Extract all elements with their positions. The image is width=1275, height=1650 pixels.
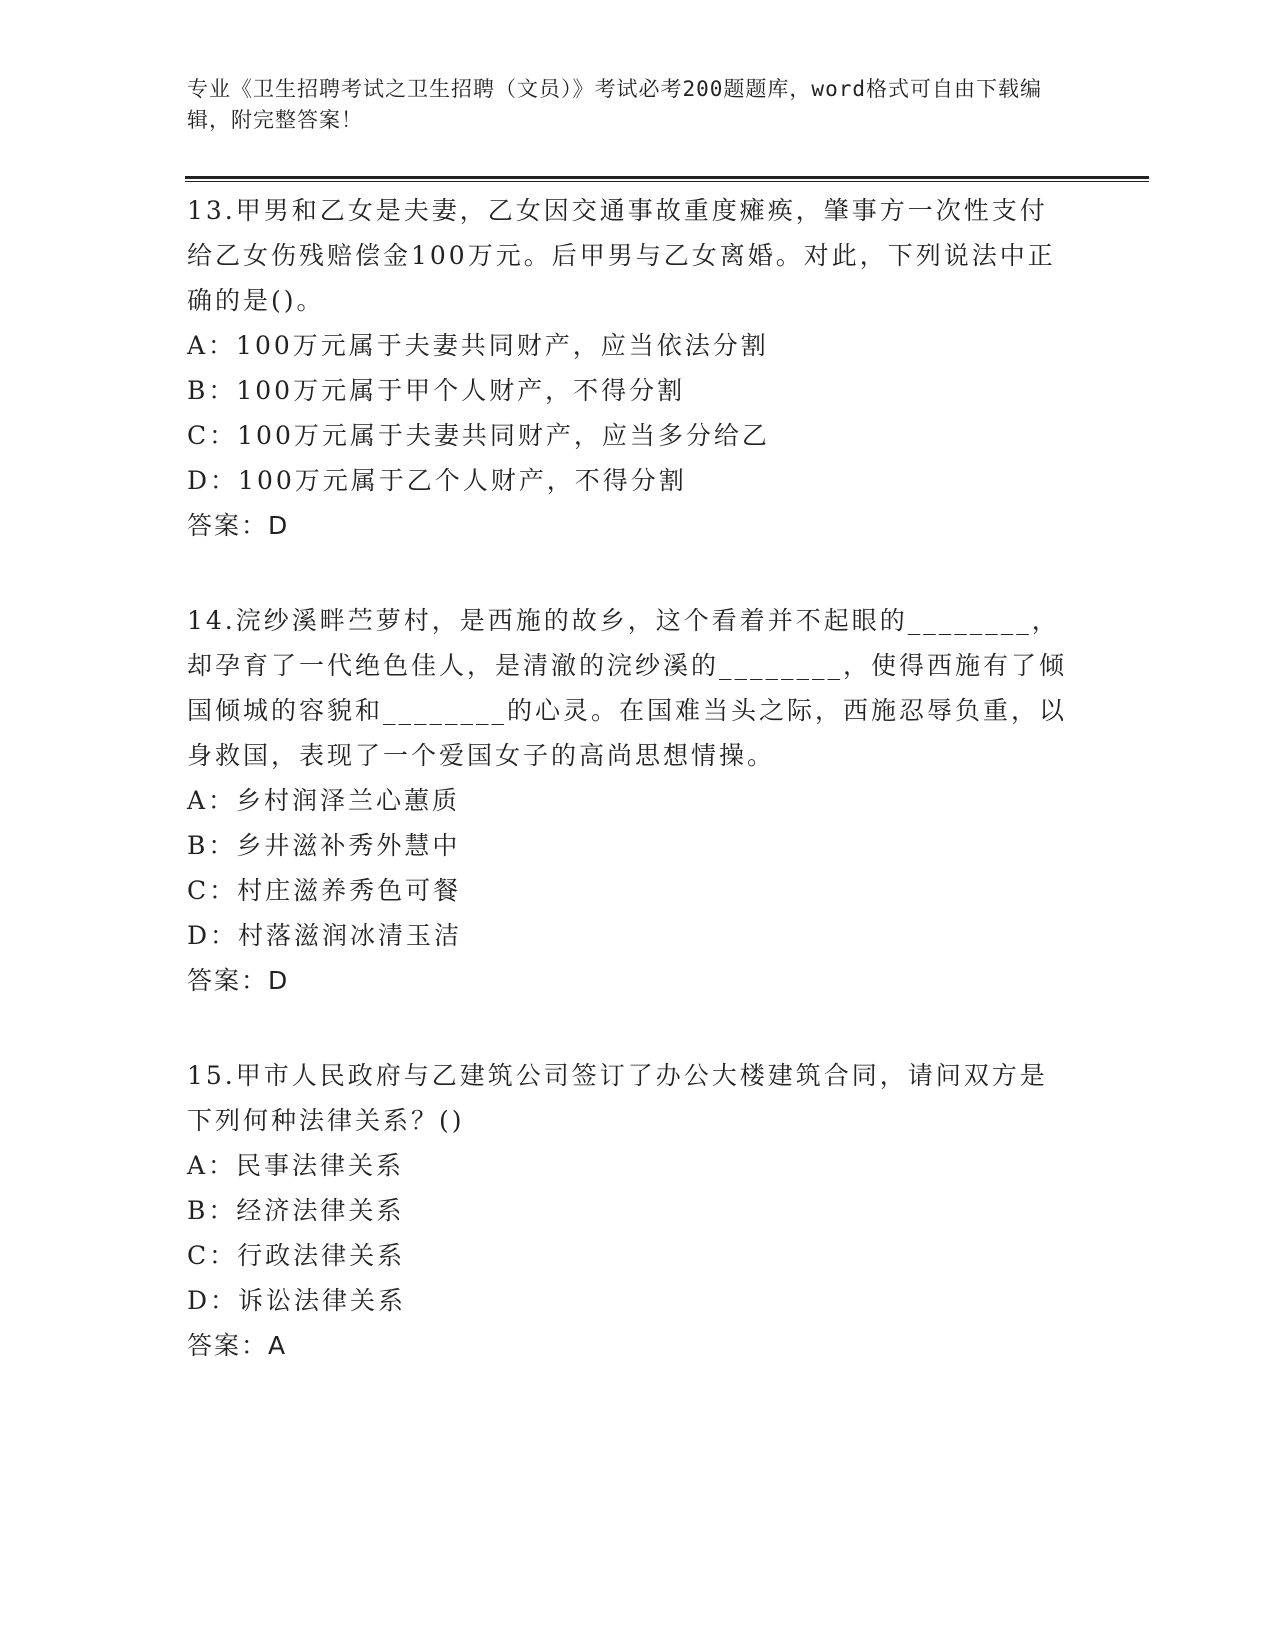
answer: 答案：D — [187, 966, 290, 995]
option-a: A：乡村润泽兰心蕙质 — [187, 786, 461, 815]
option-a: A：民事法律关系 — [187, 1151, 405, 1180]
option-b: B：100万元属于甲个人财产，不得分割 — [187, 376, 686, 405]
option-b: B：经济法律关系 — [187, 1196, 405, 1225]
header-divider-thick — [185, 176, 1149, 179]
answer: 答案：A — [187, 1331, 288, 1360]
header-divider-thin — [185, 181, 1149, 182]
question-15 — [187, 1053, 1067, 1368]
option-a: A：100万元属于夫妻共同财产，应当依法分割 — [187, 331, 769, 360]
document-intro: 专业《卫生招聘考试之卫生招聘（文员）》考试必考200题题库，word格式可自由下载编辑，附完整答案！ — [187, 77, 1042, 132]
option-d: D：100万元属于乙个人财产，不得分割 — [187, 466, 687, 495]
answer: 答案：D — [187, 511, 290, 540]
option-d: D：村落滋润冰清玉洁 — [187, 921, 463, 950]
option-d: D：诉讼法律关系 — [187, 1286, 407, 1315]
option-c: C：100万元属于夫妻共同财产，应当多分给乙 — [187, 421, 770, 450]
option-b: B：乡井滋补秀外慧中 — [187, 831, 461, 860]
question-stem: 13.甲男和乙女是夫妻，乙女因交通事故重度瘫痪，肇事方一次性支付给乙女伤残赔偿金100万元。后甲男与乙女离婚。对此，下列说法中正确的是()。 — [187, 196, 1056, 315]
option-c: C：行政法律关系 — [187, 1241, 406, 1270]
question-13 — [187, 188, 1067, 548]
question-stem: 15.甲市人民政府与乙建筑公司签订了办公大楼建筑合同，请问双方是下列何种法律关系？() — [187, 1061, 1048, 1135]
question-stem: 14.浣纱溪畔苎萝村，是西施的故乡，这个看着并不起眼的________，却孕育了一代绝色佳人，是清澈的浣纱溪的________，使得西施有了倾国倾城的容貌和________的心灵。在国难当头之际，西施忍辱负重，以身救国，表现了一个爱国女子的高尚思想情操。 — [187, 606, 1068, 770]
question-14 — [187, 598, 1067, 1003]
option-c: C：村庄滋养秀色可餐 — [187, 876, 462, 905]
